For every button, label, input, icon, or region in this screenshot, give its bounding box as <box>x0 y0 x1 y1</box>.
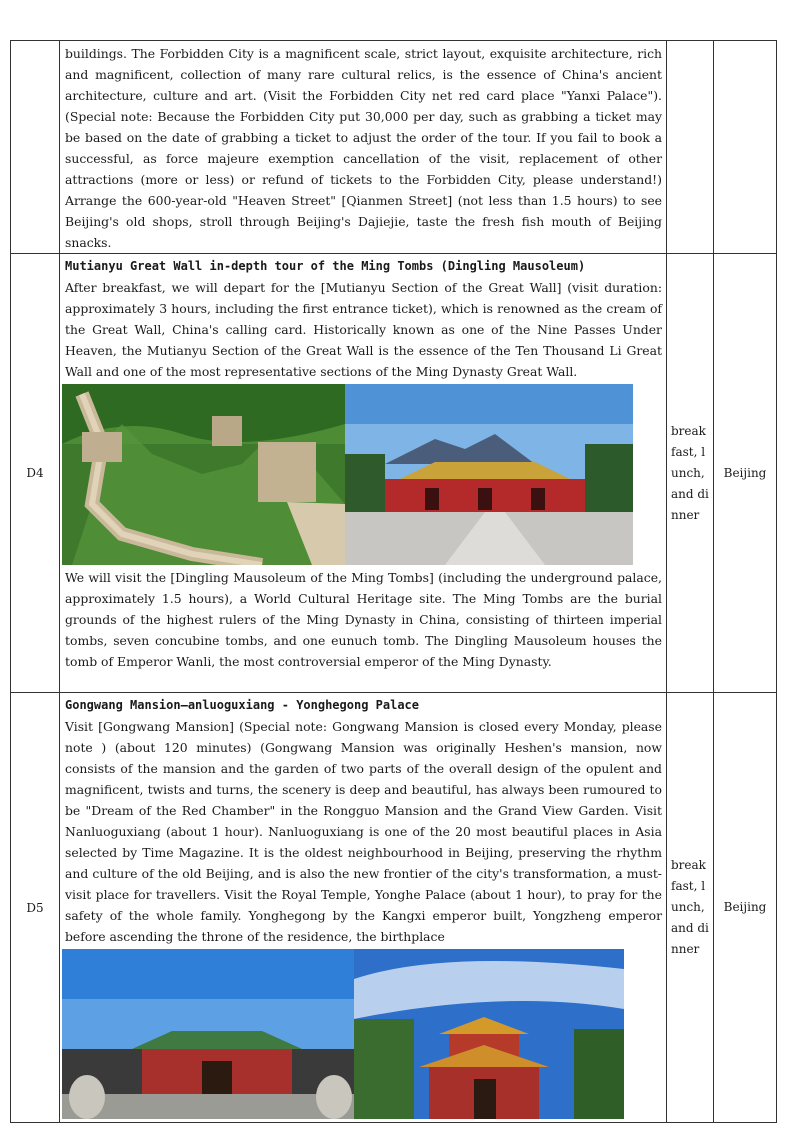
description-paragraph: We will visit the [Dingling Mausoleum of the Ming Tombs] (including the underground palace, approximately 1.5 hours), a World Cultural Heritage site. The Ming Tombs are the burial grounds of the highest rulers of the Ming Dynasty in China, consisting of thirteen imperial tombs, seven concubine tombs, and one eunuch tomb. The Dingling Mausoleum houses the tomb of Emperor Wanli, the most controversial emperor of the Ming Dynasty. <box>65 570 662 669</box>
meals-cell: breakfast, lunch, and dinner <box>667 254 714 693</box>
accommodation-cell: Beijing <box>714 254 777 693</box>
description-paragraph: buildings. The Forbidden City is a magnificent scale, strict layout, exquisite architecture, rich and magnificent, collection of many rare cultural relics, is the essence of China's ancient architecture, culture and art. (Visit the Forbidden City net red card place "Yanxi Palace"). (Special note: Because the Forbidden City put 30,000 per day, such as grabbing a ticket may be based on the date of grabbing a ticket to adjust the order of the tour. If you fail to book a successful, as force majeure exemption cancellation of the visit, replacement of other attractions (more or less) or refund of tickets to the Forbidden City, please understand!) Arrange the 600-year-old "Heaven Street" [Qianmen Street] (not less than 1.5 hours) to see Beijing's old shops, stroll through Beijing's Dajiejie, taste the fresh fish mouth of Beijing snacks. <box>65 46 662 250</box>
great-wall-photo <box>62 384 345 565</box>
accommodation-cell: Beijing <box>714 693 777 1123</box>
photo-strip <box>62 384 662 565</box>
yonghegong-palace-photo <box>354 949 624 1119</box>
day-cell <box>11 41 60 254</box>
day-title: Gongwang Mansion—anluoguxiang - Yonghegong Palace <box>65 698 420 712</box>
day-title: Mutianyu Great Wall in-depth tour of the Ming Tombs (Dingling Mausoleum) <box>65 259 586 273</box>
description-cell <box>60 693 667 1123</box>
meals-cell: breakfast, lunch, and dinner <box>667 693 714 1123</box>
day-cell: D5 <box>11 693 60 1123</box>
itinerary-table <box>10 40 777 1123</box>
day-cell: D4 <box>11 254 60 693</box>
accommodation-cell <box>714 41 777 254</box>
description-paragraph: After breakfast, we will depart for the [Mutianyu Section of the Great Wall] (visit duration: approximately 3 hours, including the first entrance ticket), which is renowned as the cream of the Great Wall, China's calling card. Historically known as one of the Nine Passes Under Heaven, the Mutianyu Section of the Great Wall is the essence of the Ten Thousand Li Great Wall and one of the most representative sections of the Ming Dynasty Great Wall. <box>65 280 662 379</box>
itinerary-row-d5 <box>11 693 777 1123</box>
meals-cell <box>667 41 714 254</box>
itinerary-row-d3-continued <box>11 41 777 254</box>
gongwang-mansion-photo <box>62 949 354 1119</box>
description-paragraph: Visit [Gongwang Mansion] (Special note: Gongwang Mansion is closed every Monday, please note ) (about 120 minutes) (Gongwang Mansion was originally Heshen's mansion, now consists of the mansion and the garden of two parts of the overall design of the opulent and magnificent, twists and turns, the scenery is deep and beautiful, has always been rumoured to be "Dream of the Red Chamber" in the Rongguo Mansion and the Grand View Garden. Visit Nanluoguxiang (about 1 hour). Nanluoguxiang is one of the 20 most beautiful places in Asia selected by Time Magazine. It is the oldest neighbourhood in Beijing, preserving the rhythm and culture of the old Beijing, and is also the new frontier of the city's transformation, a must-visit place for travellers. Visit the Royal Temple, Yonghe Palace (about 1 hour), to pray for the safety of the whole family. Yonghegong by the Kangxi emperor built, Yongzheng emperor before ascending the throne of the residence, the birthplace <box>65 719 662 944</box>
photo-strip <box>62 949 662 1119</box>
description-cell <box>60 41 667 254</box>
dingling-mausoleum-photo <box>345 384 633 565</box>
description-cell <box>60 254 667 693</box>
itinerary-row-d4 <box>11 254 777 693</box>
